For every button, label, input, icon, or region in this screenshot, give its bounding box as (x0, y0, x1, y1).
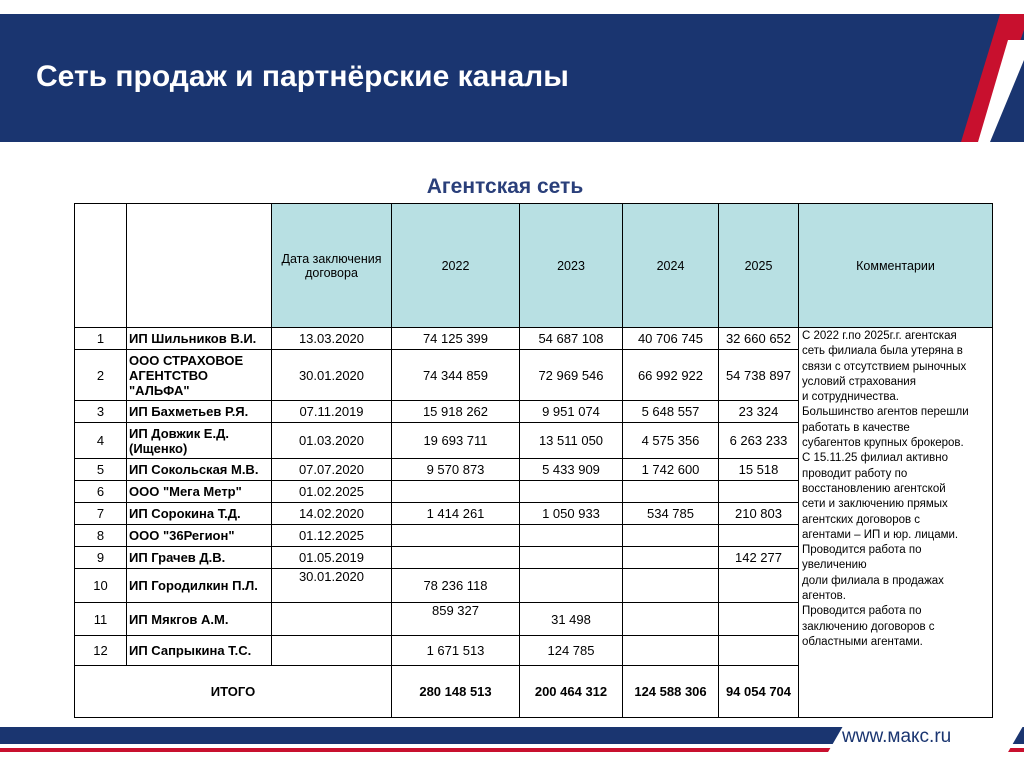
row-2022: 74 344 859 (392, 350, 520, 401)
page-title: Сеть продаж и партнёрские каналы (36, 60, 569, 93)
row-number: 11 (75, 603, 127, 636)
header-cell-2023: 2023 (520, 204, 623, 328)
row-2025: 6 263 233 (719, 423, 799, 459)
row-date: 01.05.2019 (272, 547, 392, 569)
comment-line: восстановлению агентской (802, 482, 946, 495)
row-2022: 15 918 262 (392, 401, 520, 423)
comment-line: проводит работу по (802, 467, 908, 480)
row-2022: 74 125 399 (392, 328, 520, 350)
comment-line: сети и заключению прямых (802, 498, 948, 511)
comment-cell (799, 328, 993, 666)
row-number: 3 (75, 401, 127, 423)
row-2022: 78 236 118 (392, 569, 520, 603)
comment-line: субагентов крупных брокеров. (802, 437, 964, 450)
comment-cell-end (799, 666, 993, 718)
row-2025 (719, 481, 799, 503)
row-2024: 66 992 922 (623, 350, 719, 401)
total-row (75, 666, 993, 718)
row-2024: 5 648 557 (623, 401, 719, 423)
row-2024: 4 575 356 (623, 423, 719, 459)
row-2022: 9 570 873 (392, 459, 520, 481)
total-2025: 94 054 704 (719, 666, 799, 718)
row-number: 7 (75, 503, 127, 525)
row-date: 30.01.2020 (272, 350, 392, 401)
row-2023 (520, 481, 623, 503)
row-2024 (623, 547, 719, 569)
row-date: 14.02.2020 (272, 503, 392, 525)
row-2024 (623, 603, 719, 636)
row-2023: 5 433 909 (520, 459, 623, 481)
row-date: 01.03.2020 (272, 423, 392, 459)
total-2023: 200 464 312 (520, 666, 623, 718)
row-name: ИП Сорокина Т.Д. (127, 503, 272, 525)
comment-line: Проводится работа по (802, 605, 922, 618)
comment-line: областными агентами. (802, 635, 923, 648)
row-number: 12 (75, 636, 127, 666)
row-2024: 1 742 600 (623, 459, 719, 481)
row-name: ИП Довжик Е.Д. (Ищенко) (127, 423, 272, 459)
header-cell-2025: 2025 (719, 204, 799, 328)
row-2023 (520, 525, 623, 547)
table-header-row (75, 204, 993, 328)
row-2025: 15 518 (719, 459, 799, 481)
row-2025: 210 803 (719, 503, 799, 525)
row-2025: 54 738 897 (719, 350, 799, 401)
row-name: ИП Сокольская М.В. (127, 459, 272, 481)
row-2024 (623, 481, 719, 503)
row-name: ИП Городилкин П.Л. (127, 569, 272, 603)
row-2025 (719, 603, 799, 636)
row-2023 (520, 569, 623, 603)
row-number: 4 (75, 423, 127, 459)
row-2022 (392, 547, 520, 569)
row-2024: 40 706 745 (623, 328, 719, 350)
row-date: 01.12.2025 (272, 525, 392, 547)
row-2023: 54 687 108 (520, 328, 623, 350)
row-name: ИП Шильников В.И. (127, 328, 272, 350)
row-2023: 1 050 933 (520, 503, 623, 525)
row-number: 8 (75, 525, 127, 547)
row-number: 2 (75, 350, 127, 401)
comment-line: увеличению (802, 559, 867, 572)
row-date: 13.03.2020 (272, 328, 392, 350)
comment-line: связи с отсутствием рыночных (802, 360, 967, 373)
row-2023: 124 785 (520, 636, 623, 666)
row-2024 (623, 636, 719, 666)
comment-line: агентами – ИП и юр. лицами. (802, 528, 959, 541)
row-2022: 1 671 513 (392, 636, 520, 666)
row-2022: 859 327 (392, 603, 520, 636)
row-2024 (623, 569, 719, 603)
row-2022: 19 693 711 (392, 423, 520, 459)
row-name: ООО "36Регион" (127, 525, 272, 547)
row-date: 07.11.2019 (272, 401, 392, 423)
row-2023: 13 511 050 (520, 423, 623, 459)
row-name: ИП Мякгов А.М. (127, 603, 272, 636)
row-number: 1 (75, 328, 127, 350)
row-2023: 31 498 (520, 603, 623, 636)
row-2023 (520, 547, 623, 569)
comment-line: агентских договоров с (802, 513, 921, 526)
row-date: 07.07.2020 (272, 459, 392, 481)
total-label: ИТОГО (75, 666, 392, 718)
row-name: ИП Бахметьев Р.Я. (127, 401, 272, 423)
row-2025 (719, 636, 799, 666)
row-number: 5 (75, 459, 127, 481)
row-2022 (392, 525, 520, 547)
total-2022: 280 148 513 (392, 666, 520, 718)
header-cell-comments: Комментарии (799, 204, 993, 328)
row-date (272, 636, 392, 666)
agent-network-table (74, 203, 993, 718)
row-2025: 142 277 (719, 547, 799, 569)
header-cell-name (127, 204, 272, 328)
comment-line: заключению договоров с (802, 620, 935, 633)
comment-line: условий страхования (802, 375, 916, 388)
row-name: ООО "Мега Метр" (127, 481, 272, 503)
row-number: 9 (75, 547, 127, 569)
header-cell-2022: 2022 (392, 204, 520, 328)
table-subtitle: Агентская сеть (426, 175, 584, 198)
comment-line: работать в качестве (802, 421, 910, 434)
row-number: 10 (75, 569, 127, 603)
row-2025: 23 324 (719, 401, 799, 423)
comment-line: Большинство агентов перешли (802, 406, 969, 419)
header-cell-number (75, 204, 127, 328)
row-name: ООО СТРАХОВОЕ АГЕНТСТВО "АЛЬФА" (127, 350, 272, 401)
row-2022: 1 414 261 (392, 503, 520, 525)
header-cell-2024: 2024 (623, 204, 719, 328)
row-2025: 32 660 652 (719, 328, 799, 350)
row-number: 6 (75, 481, 127, 503)
row-2023: 9 951 074 (520, 401, 623, 423)
row-name: ИП Сапрыкина Т.С. (127, 636, 272, 666)
row-2023: 72 969 546 (520, 350, 623, 401)
row-2024 (623, 525, 719, 547)
header-cell-date: Дата заключения договора (272, 204, 392, 328)
comment-line: агентов. (802, 590, 846, 603)
row-2022 (392, 481, 520, 503)
comment-line: сеть филиала была утеряна в (802, 345, 963, 358)
comment-line: С 15.11.25 филиал активно (802, 452, 949, 465)
comment-line: и сотрудничества. (802, 391, 900, 404)
comment-line: Проводится работа по (802, 544, 922, 557)
row-date (272, 603, 392, 636)
row-date: 01.02.2025 (272, 481, 392, 503)
comment-line: доли филиала в продажах (802, 574, 944, 587)
row-2025 (719, 525, 799, 547)
row-date: 30.01.2020 (272, 569, 392, 603)
row-name: ИП Грачев Д.В. (127, 547, 272, 569)
row-2024: 534 785 (623, 503, 719, 525)
footer-url[interactable]: www.макс.ru (842, 726, 952, 747)
row-2025 (719, 569, 799, 603)
comment-line: С 2022 г.по 2025г.г. агентская (802, 330, 957, 342)
table-row (75, 328, 993, 350)
total-2024: 124 588 306 (623, 666, 719, 718)
